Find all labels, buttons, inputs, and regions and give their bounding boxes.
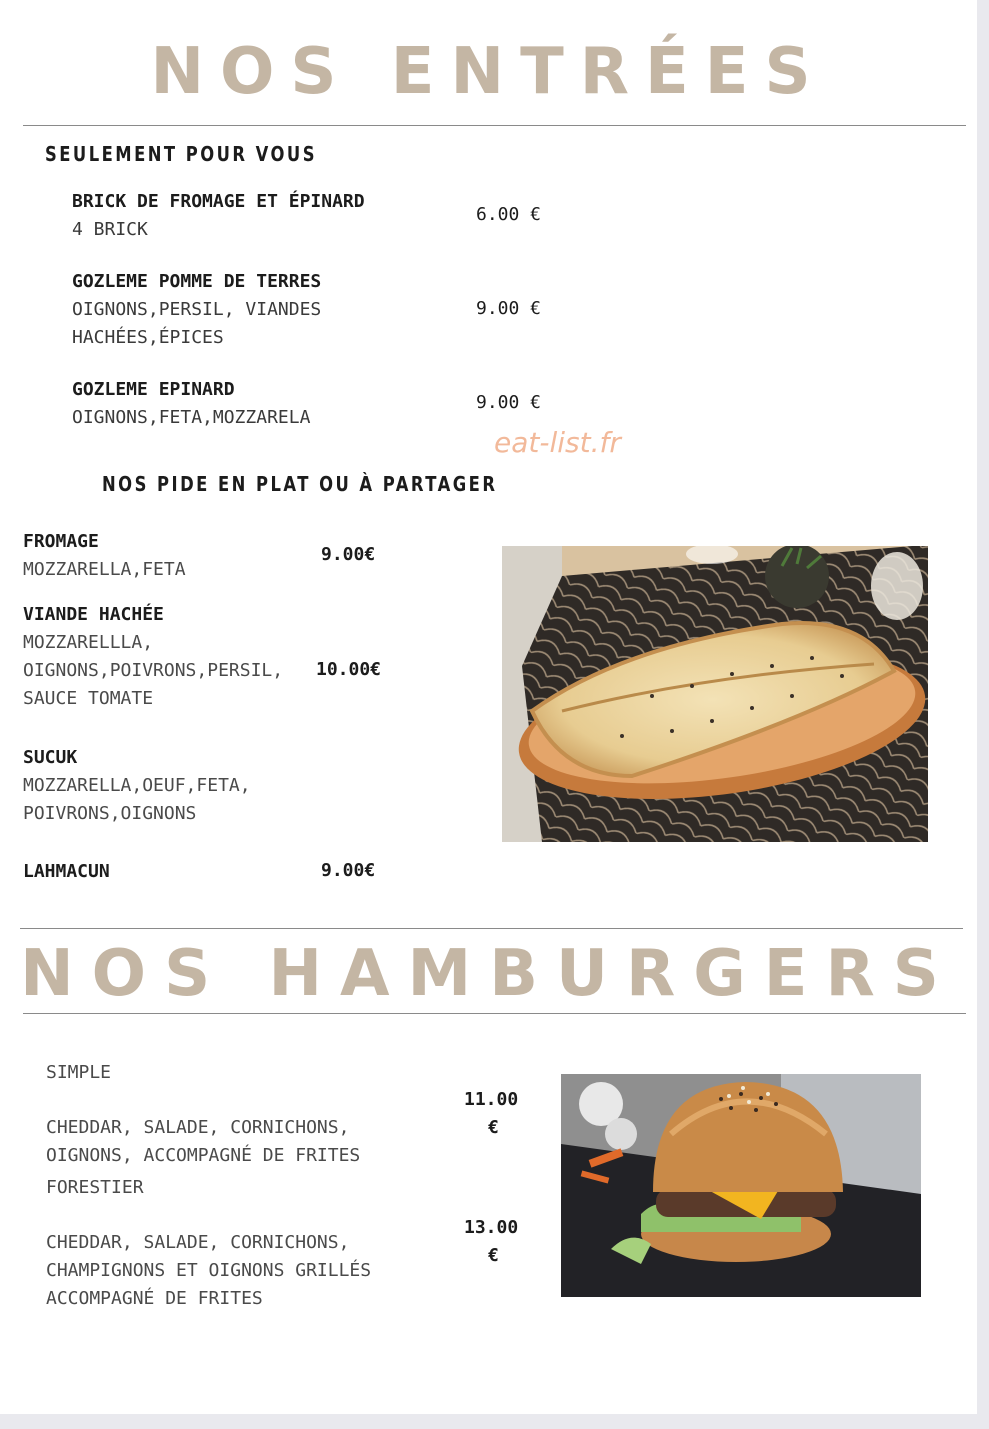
burger-1-name: SIMPLE <box>46 1062 112 1083</box>
pide-1-name: FROMAGE <box>23 531 99 552</box>
divider <box>23 125 966 126</box>
heading-pide: NOS PIDE EN PLAT OU À PARTAGER <box>102 472 498 496</box>
divider <box>23 1013 966 1014</box>
pide-2-price: 10.00€ <box>316 659 382 680</box>
divider <box>20 928 963 929</box>
watermark: eat-list.fr <box>494 426 621 459</box>
burger-1-price-currency: € <box>488 1117 499 1138</box>
entree-3-price: 9.00 € <box>476 392 542 413</box>
entree-2-name: GOZLEME POMME DE TERRES <box>72 271 322 292</box>
pide-3-desc-1: MOZZARELLA,OEUF,FETA, <box>23 775 251 796</box>
pide-1-price: 9.00€ <box>321 544 376 565</box>
pide-4-price: 9.00€ <box>321 860 376 881</box>
pide-4-name: LAHMACUN <box>23 861 110 882</box>
burger-1-price: 11.00 <box>464 1089 519 1110</box>
pide-2-desc-1: MOZZARELLLA, <box>23 632 154 653</box>
burger-2-desc-3: ACCOMPAGNÉ DE FRITES <box>46 1288 263 1309</box>
burger-2-price: 13.00 <box>464 1217 519 1238</box>
entree-2-price: 9.00 € <box>476 298 542 319</box>
burger-1-desc-2: OIGNONS, ACCOMPAGNÉ DE FRITES <box>46 1145 361 1166</box>
burger-2-price-currency: € <box>488 1245 499 1266</box>
entree-1-name: BRICK DE FROMAGE ET ÉPINARD <box>72 191 365 212</box>
title-entrees: NOS ENTRÉES <box>150 35 827 109</box>
pide-3-name: SUCUK <box>23 747 78 768</box>
burger-2-desc-2: CHAMPIGNONS ET OIGNONS GRILLÉS <box>46 1260 372 1281</box>
pide-2-desc-3: SAUCE TOMATE <box>23 688 154 709</box>
entree-3-name: GOZLEME EPINARD <box>72 379 235 400</box>
pide-1-desc: MOZZARELLA,FETA <box>23 559 186 580</box>
pide-2-desc-2: OIGNONS,POIVRONS,PERSIL, <box>23 660 284 681</box>
pide-photo-icon <box>502 546 928 842</box>
entree-2-desc-2: HACHÉES,ÉPICES <box>72 327 224 348</box>
entree-1-price: 6.00 € <box>476 204 542 225</box>
burger-2-desc-1: CHEDDAR, SALADE, CORNICHONS, <box>46 1232 350 1253</box>
pide-3-desc-2: POIVRONS,OIGNONS <box>23 803 197 824</box>
title-hamburgers: NOS HAMBURGERS <box>20 937 957 1011</box>
burger-photo-icon <box>561 1074 921 1297</box>
entree-1-desc: 4 BRICK <box>72 219 148 240</box>
heading-seulement: SEULEMENT POUR VOUS <box>45 142 317 166</box>
pide-2-name: VIANDE HACHÉE <box>23 604 164 625</box>
burger-2-name: FORESTIER <box>46 1177 144 1198</box>
burger-1-desc-1: CHEDDAR, SALADE, CORNICHONS, <box>46 1117 350 1138</box>
entree-3-desc: OIGNONS,FETA,MOZZARELA <box>72 407 311 428</box>
entree-2-desc-1: OIGNONS,PERSIL, VIANDES <box>72 299 322 320</box>
